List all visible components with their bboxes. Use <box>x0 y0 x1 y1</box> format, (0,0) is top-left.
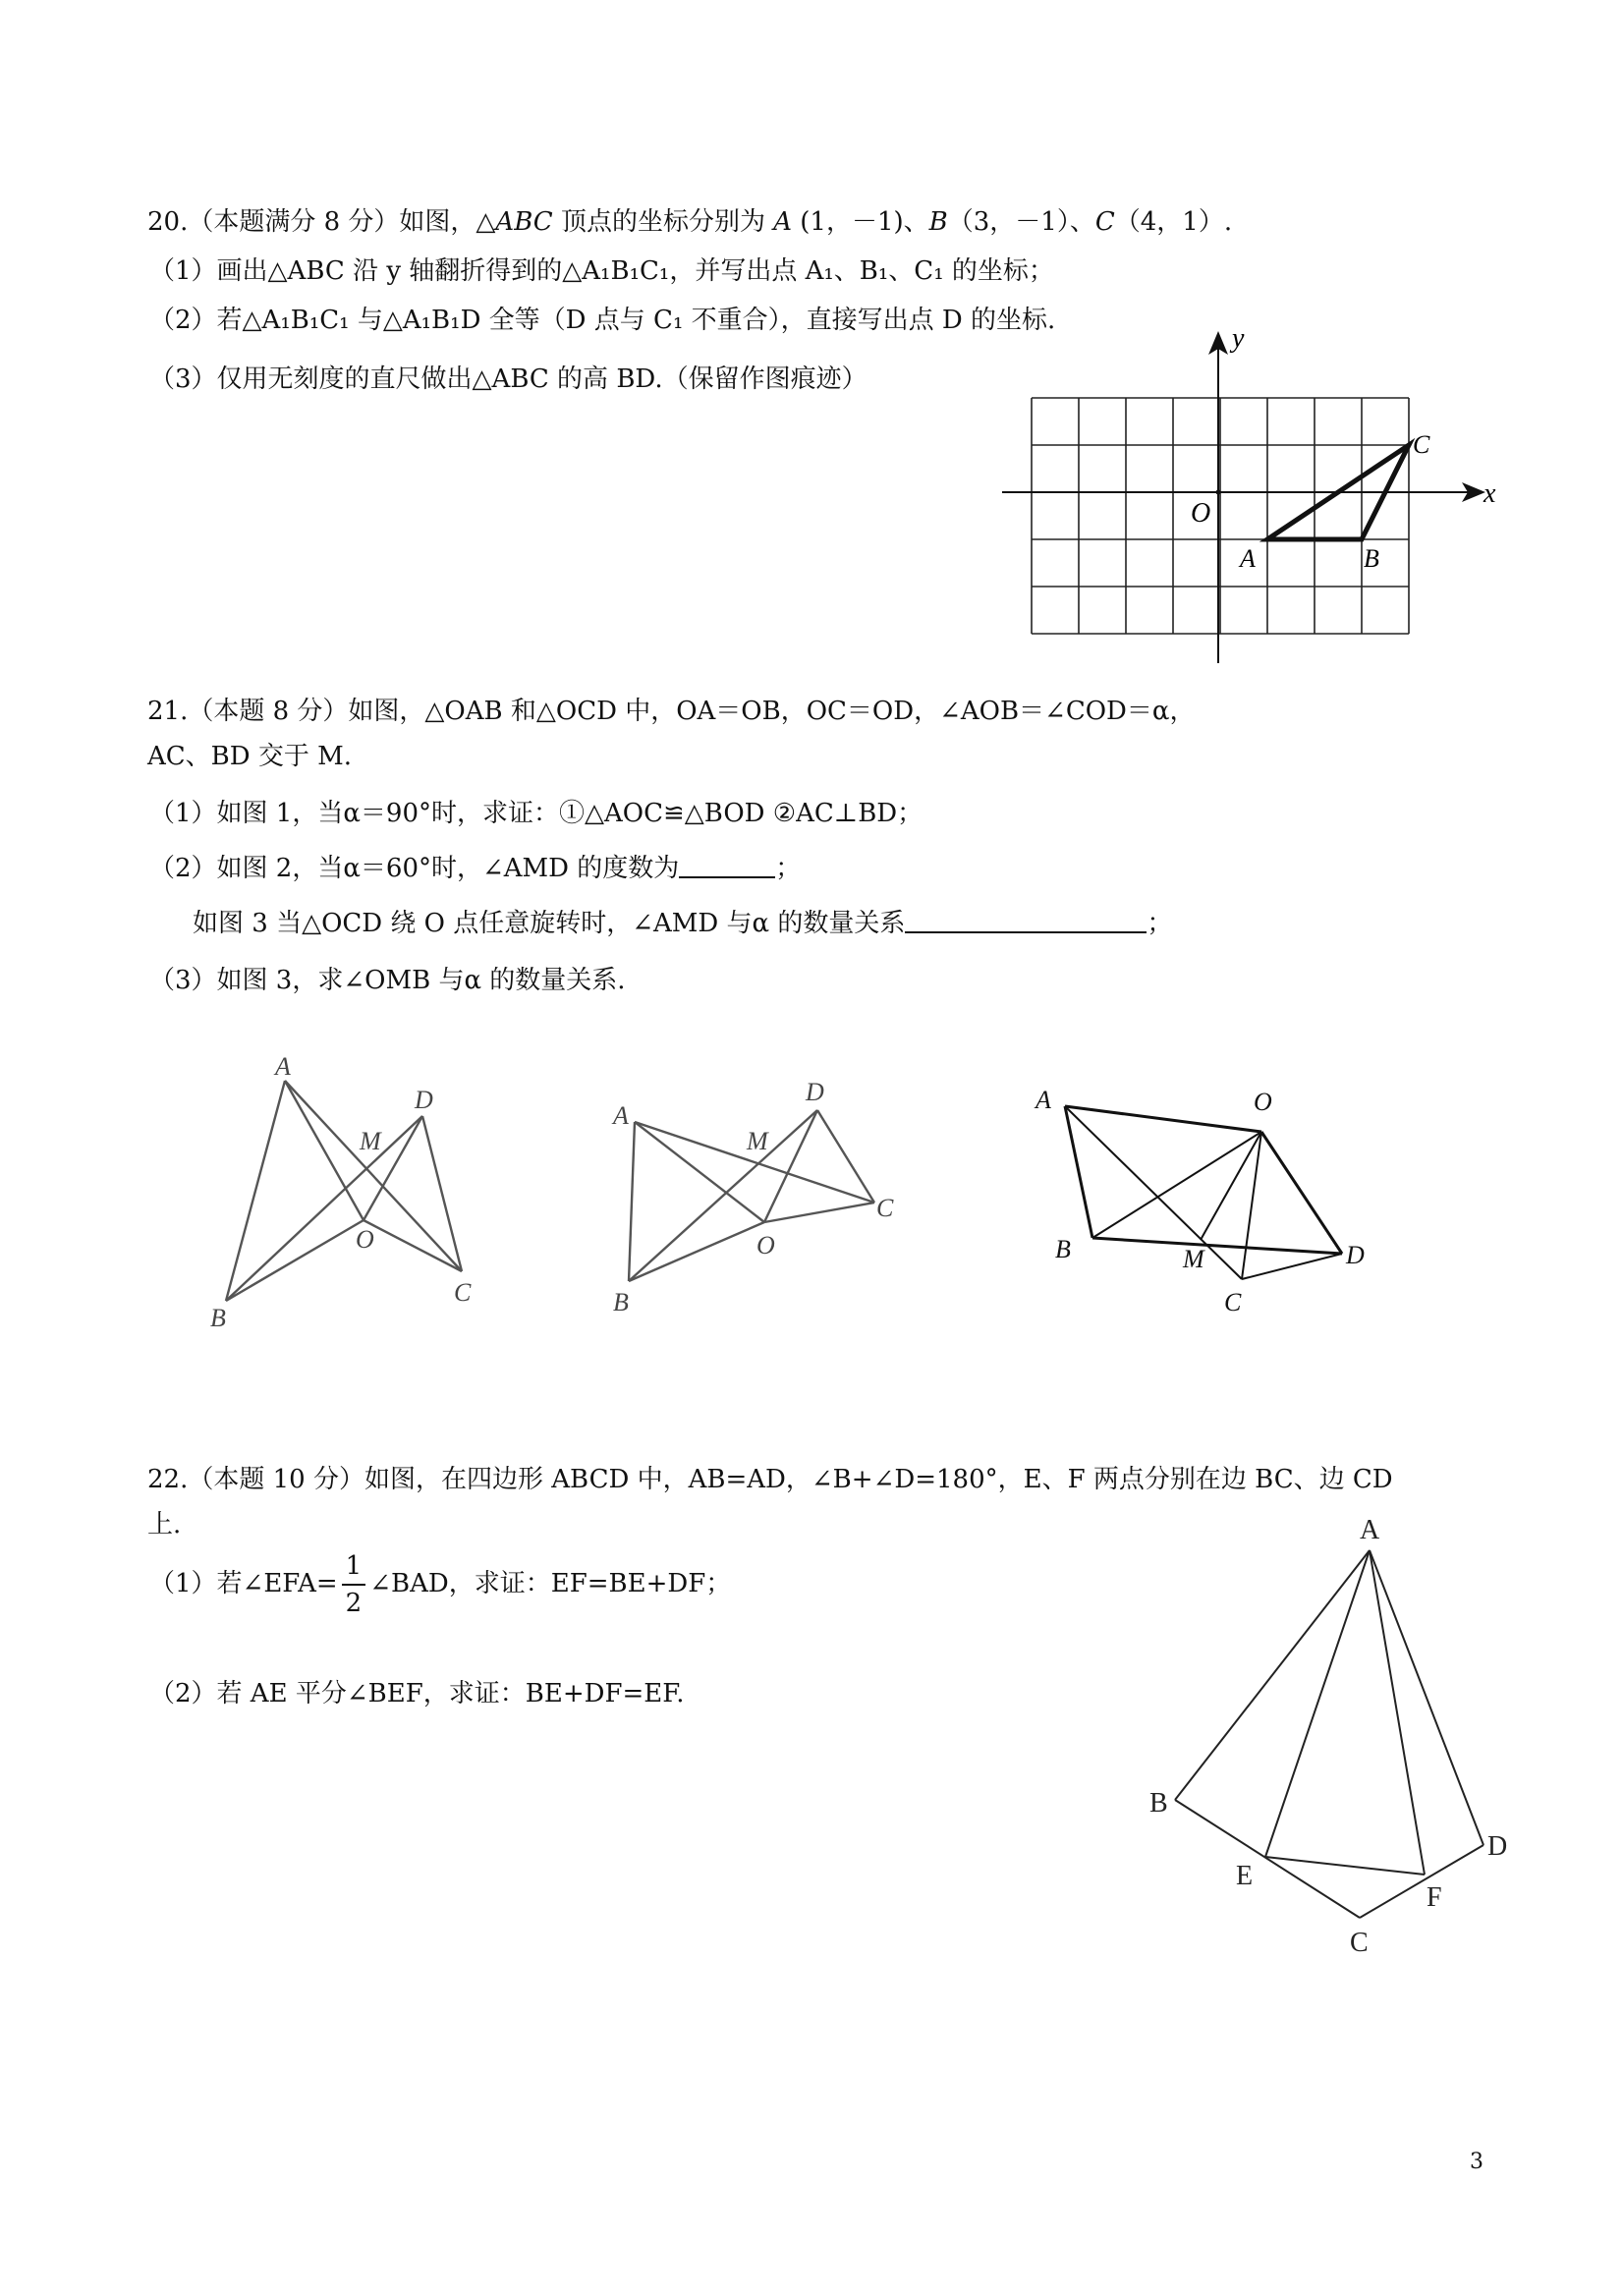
q20-stem-part: (1，－1)、 <box>800 207 929 237</box>
fig1-label-a: A <box>275 1052 291 1081</box>
fig1-label-o: O <box>356 1225 374 1254</box>
q21-part1: （1）如图 1，当α＝90°时，求证：①△AOC≌△BOD ②AC⊥BD； <box>149 799 923 828</box>
point-c-label: C <box>1413 430 1430 459</box>
fig1-label-d: D <box>415 1086 433 1114</box>
q20-stem-part: （3，－1）、 <box>947 207 1095 237</box>
q22-part1-text: （1）若∠EFA= <box>149 1569 338 1598</box>
q21-figure-2 <box>599 1071 914 1326</box>
q21-figure-1 <box>187 1041 511 1336</box>
q21-part2 <box>149 851 801 886</box>
fig1-label-b: B <box>210 1304 226 1332</box>
quad-label-c: C <box>1350 1928 1369 1958</box>
q22-part1-text-end: ∠BAD，求证：EF=BE+DF； <box>369 1569 732 1598</box>
q22-part1 <box>149 1548 731 1621</box>
fig1-label-c: C <box>454 1278 472 1307</box>
q20-coordinate-grid-figure <box>992 319 1503 673</box>
q21-part3: （3）如图 3，求∠OMB 与α 的数量关系. <box>149 966 626 995</box>
fraction-one-half <box>342 1548 366 1621</box>
fig3-label-c: C <box>1224 1288 1242 1316</box>
point-a-label: A <box>1240 544 1256 573</box>
q20-stem-abc: ABC <box>495 207 553 237</box>
q20-part3: （3）仅用无刻度的直尺做出△ABC 的高 BD.（保留作图痕迹） <box>149 364 867 394</box>
fig1-label-m: M <box>360 1127 381 1155</box>
fig3-label-d: D <box>1346 1241 1365 1269</box>
q20-stem-part: 顶点的坐标分别为 <box>560 207 774 237</box>
fig2-label-o: O <box>756 1231 775 1260</box>
q20-stem-part: 20.（本题满分 8 分）如图，△ <box>147 207 496 237</box>
q22-part2: （2）若 AE 平分∠BEF，求证：BE+DF=EF. <box>149 1679 685 1708</box>
y-axis-label: y <box>1232 323 1245 354</box>
q22-stem-line2: 上. <box>147 1510 182 1540</box>
fig2-label-a: A <box>613 1101 629 1130</box>
quad-label-a: A <box>1360 1515 1380 1545</box>
quad-label-b: B <box>1149 1788 1168 1819</box>
fig2-label-c: C <box>876 1194 894 1222</box>
grid-lines <box>1032 398 1409 634</box>
fig3-label-a: A <box>1035 1086 1051 1114</box>
q21-answer-blank-1[interactable] <box>679 851 775 878</box>
page-number: 3 <box>1470 2150 1483 2174</box>
q20-part1: （1）画出△ABC 沿 y 轴翻折得到的△A₁B₁C₁，并写出点 A₁、B₁、C₁ 的坐标； <box>149 256 1054 286</box>
q21-part2b-text: 如图 3 当△OCD 绕 O 点任意旋转时，∠AMD 与α 的数量关系 <box>193 909 906 938</box>
q22-stem-line1: 22.（本题 10 分）如图，在四边形 ABCD 中，AB=AD，∠B+∠D=180°，E、F 两点分别在边 BC、边 CD <box>147 1465 1393 1494</box>
quad-label-e: E <box>1236 1861 1254 1891</box>
origin-point <box>1216 490 1221 495</box>
quad-label-f: F <box>1427 1882 1442 1913</box>
q21-stem-line2: AC、BD 交于 M. <box>147 742 353 771</box>
origin-label: O <box>1191 498 1211 529</box>
fraction-numerator: 1 <box>342 1548 366 1586</box>
fraction-denominator: 2 <box>345 1589 363 1618</box>
q20-stem-C: C <box>1094 207 1115 237</box>
q21-answer-blank-2[interactable] <box>905 906 1147 933</box>
quad-label-d: D <box>1487 1831 1508 1862</box>
point-b-label: B <box>1364 544 1379 573</box>
q22-quadrilateral-figure <box>1130 1503 1542 1965</box>
fig2-label-m: M <box>747 1127 768 1155</box>
q21-part2b-end: ； <box>1147 909 1173 938</box>
q20-stem-part: （4，1）. <box>1114 207 1233 237</box>
q21-part2b <box>193 906 1172 941</box>
fig3-label-o: O <box>1254 1088 1272 1116</box>
q21-part2-end: ； <box>775 854 802 883</box>
q21-part2-text: （2）如图 2，当α＝60°时，∠AMD 的度数为 <box>149 854 680 883</box>
x-axis-label: x <box>1483 478 1496 509</box>
q20-stem-B: B <box>928 207 948 237</box>
q20-stem-A: A <box>773 207 792 237</box>
q20-stem <box>147 204 1232 240</box>
fig3-label-b: B <box>1055 1235 1071 1263</box>
q21-stem-line1: 21.（本题 8 分）如图，△OAB 和△OCD 中，OA＝OB，OC＝OD，∠AOB＝∠COD＝α， <box>147 697 1196 726</box>
fig3-label-m: M <box>1183 1245 1204 1273</box>
fig2-label-b: B <box>613 1288 629 1316</box>
q20-part2: （2）若△A₁B₁C₁ 与△A₁B₁D 全等（D 点与 C₁ 不重合），直接写出点 D 的坐标. <box>149 306 1056 335</box>
q21-figure-3 <box>1022 1071 1395 1326</box>
fig2-label-d: D <box>806 1078 824 1106</box>
